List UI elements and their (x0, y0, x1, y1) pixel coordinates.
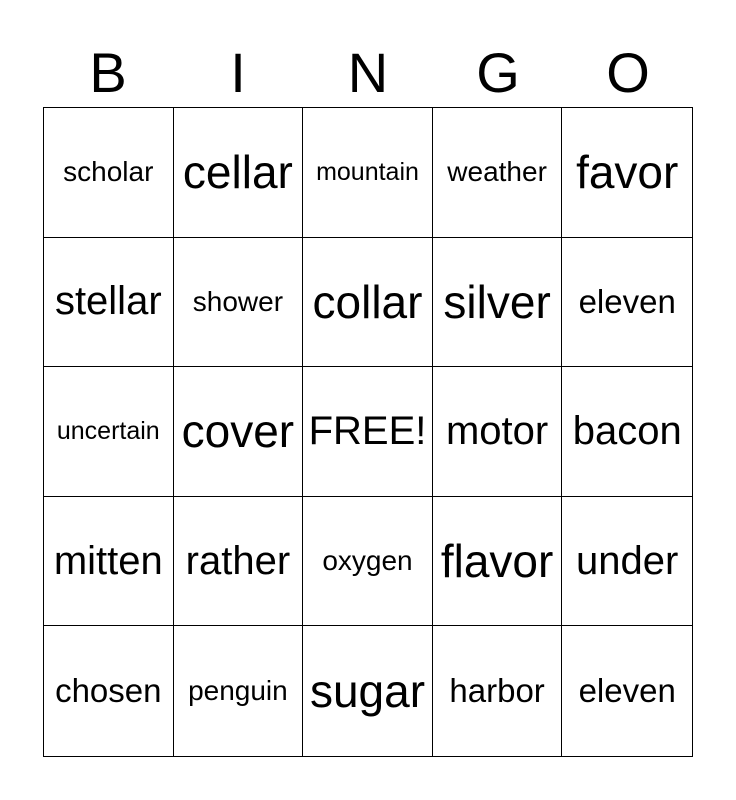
bingo-cell[interactable]: mountain (303, 108, 433, 238)
header-letter-i: I (230, 41, 246, 104)
header-letter-g: G (476, 41, 520, 104)
bingo-cell[interactable]: sugar (303, 626, 433, 756)
bingo-cell[interactable]: scholar (44, 108, 174, 238)
header-letter-b: B (89, 41, 127, 104)
bingo-cell[interactable]: harbor (433, 626, 563, 756)
bingo-cell[interactable]: cellar (174, 108, 304, 238)
bingo-header (43, 40, 693, 106)
bingo-cell[interactable]: eleven (562, 238, 692, 368)
bingo-cell[interactable]: chosen (44, 626, 174, 756)
bingo-cell[interactable]: cover (174, 367, 304, 497)
bingo-cell[interactable]: uncertain (44, 367, 174, 497)
header-letter-o: O (606, 41, 650, 104)
bingo-cell[interactable]: collar (303, 238, 433, 368)
bingo-cell[interactable]: under (562, 497, 692, 627)
bingo-cell[interactable]: penguin (174, 626, 304, 756)
bingo-cell[interactable]: bacon (562, 367, 692, 497)
bingo-cell[interactable]: motor (433, 367, 563, 497)
free-space-cell[interactable]: FREE! (303, 367, 433, 497)
header-letter-n: N (347, 41, 389, 104)
bingo-cell[interactable]: shower (174, 238, 304, 368)
bingo-cell[interactable]: weather (433, 108, 563, 238)
bingo-cell[interactable]: mitten (44, 497, 174, 627)
bingo-cell[interactable]: favor (562, 108, 692, 238)
bingo-cell[interactable]: eleven (578, 672, 676, 710)
bingo-cell[interactable]: flavor (433, 497, 563, 627)
bingo-cell[interactable]: oxygen (303, 497, 433, 627)
bingo-cell[interactable]: silver (433, 238, 563, 368)
bingo-cell[interactable]: rather (174, 497, 304, 627)
bingo-cell[interactable]: stellar (44, 238, 174, 368)
bingo-board (43, 107, 693, 757)
